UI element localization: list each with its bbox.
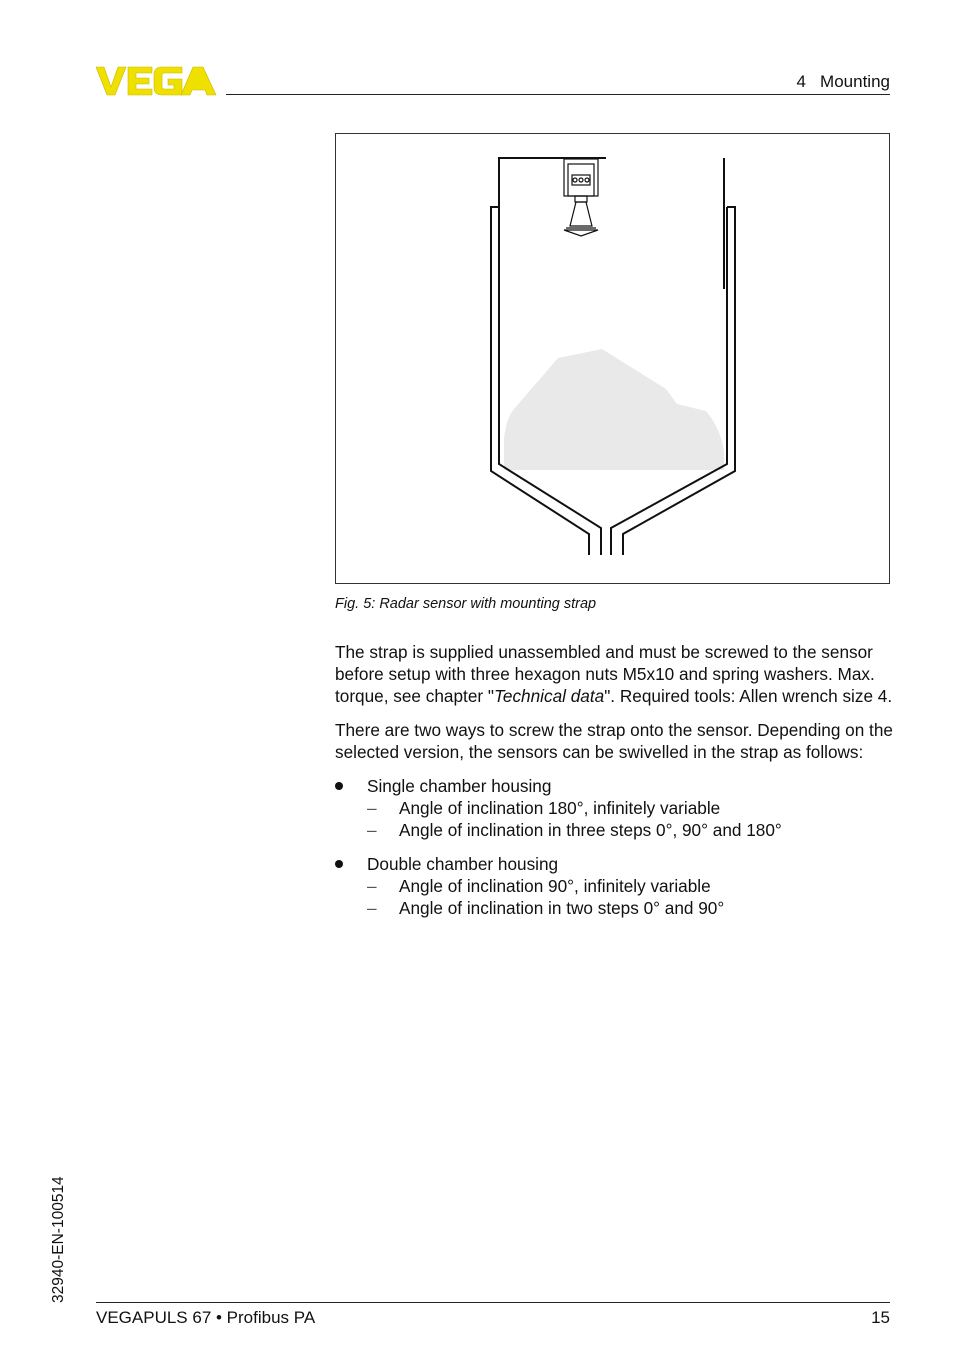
paragraph-strap-assembly: The strap is supplied unassembled and must be screwed to the sensor before setup with three hexagon nuts M5x10 and spring washers. Max. torque, see chapter "Technical data". Required tools: Allen wrench size 4. bbox=[335, 642, 893, 706]
footer-product: VEGAPULS 67 • Profibus PA bbox=[96, 1308, 316, 1327]
figure-caption: Fig. 5: Radar sensor with mounting strap bbox=[335, 596, 597, 612]
page-number: 15 bbox=[871, 1308, 890, 1327]
body-text bbox=[335, 641, 895, 931]
list-item: Double chamber housing – Angle of inclination 90°, infinitely variable – Angle of inclination in two steps 0° and 90° bbox=[335, 853, 895, 919]
bulk-material bbox=[504, 349, 724, 470]
housing-list bbox=[335, 775, 895, 919]
silo-diagram bbox=[336, 134, 889, 583]
technical-data-reference: Technical data bbox=[493, 686, 605, 706]
list-item: Single chamber housing – Angle of inclination 180°, infinitely variable – Angle of inclination in three steps 0°, 90° and 180° bbox=[335, 775, 895, 841]
silo-inner-wall-right bbox=[611, 158, 727, 555]
radar-sensor bbox=[564, 159, 598, 236]
bullet-icon bbox=[335, 860, 343, 868]
sub-list bbox=[367, 875, 895, 919]
header-rule bbox=[226, 94, 890, 95]
dash-icon: – bbox=[367, 798, 377, 818]
sub-list-item: – Angle of inclination in three steps 0°, 90° and 180° bbox=[367, 820, 782, 840]
dash-icon: – bbox=[367, 876, 377, 896]
document-code: 32940-EN-100514 bbox=[50, 1176, 67, 1303]
figure-frame bbox=[335, 133, 890, 584]
sub-list-item: – Angle of inclination in two steps 0° and 90° bbox=[367, 898, 725, 918]
sub-list-item: – Angle of inclination 90°, infinitely variable bbox=[367, 876, 711, 896]
sub-list bbox=[367, 797, 895, 841]
dash-icon: – bbox=[367, 820, 377, 840]
footer-rule bbox=[96, 1302, 890, 1303]
vega-logo bbox=[96, 64, 220, 98]
bullet-icon bbox=[335, 782, 343, 790]
sub-list-item: – Angle of inclination 180°, infinitely variable bbox=[367, 798, 721, 818]
section-title: 4 Mounting bbox=[796, 72, 890, 91]
dash-icon: – bbox=[367, 898, 377, 918]
paragraph-screw-ways: There are two ways to screw the strap onto the sensor. Depending on the selected version, the sensors can be swivelled in the strap as follows: bbox=[335, 720, 893, 762]
